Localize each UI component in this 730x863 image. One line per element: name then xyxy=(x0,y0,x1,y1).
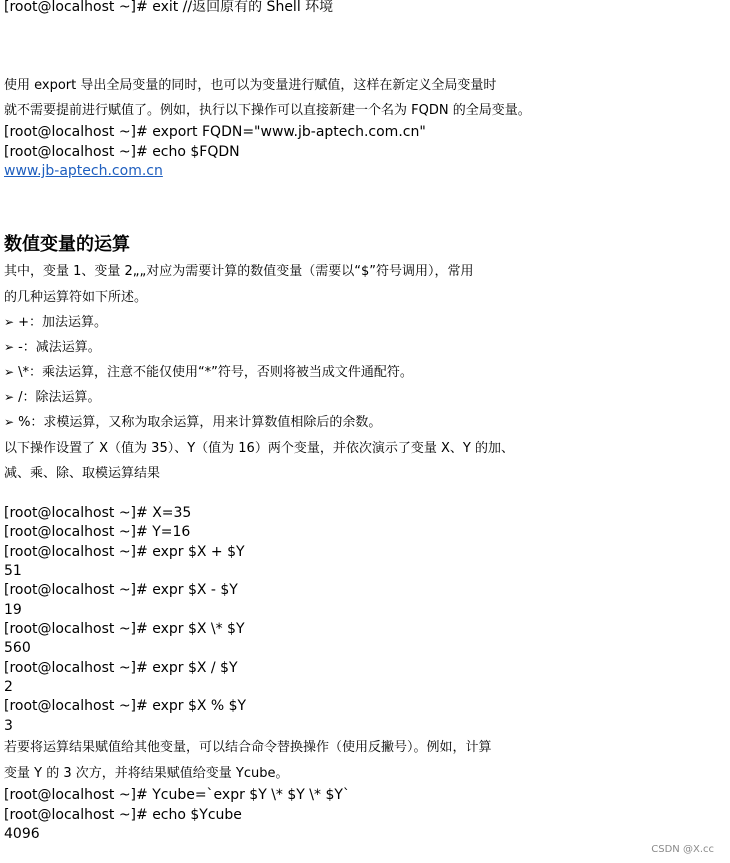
operator-bullet-multiply xyxy=(4,366,413,379)
subtract-output-line: 19 xyxy=(4,602,22,618)
bullet-arrow-icon: ➢ xyxy=(4,415,15,429)
bullet-text: +：加法运算。 xyxy=(18,315,107,330)
bullet-text: %：求模运算，又称为取余运算，用来计算数值相除后的余数。 xyxy=(18,415,382,430)
paragraph-ycube-line1: 若要将运算结果赋值给其他变量，可以结合命令替换操作（使用反撇号）。例如，计算 xyxy=(4,740,492,755)
paragraph-operators-line1: 其中，变量 1、变量 2„„对应为需要计算的数值变量（需要以“$”符号调用），常用 xyxy=(4,264,474,279)
modulo-output-line: 3 xyxy=(4,718,13,734)
section-heading: 数值变量的运算 xyxy=(4,234,130,255)
operator-bullet-modulo xyxy=(4,416,381,429)
ycube-output-line: 4096 xyxy=(4,826,40,842)
operator-bullet-subtract xyxy=(4,341,101,354)
bullet-text: -：减法运算。 xyxy=(18,340,101,355)
bullet-arrow-icon: ➢ xyxy=(4,315,15,329)
multiply-command-line: [root@localhost ~]# expr $X \* $Y xyxy=(4,621,245,637)
divide-output-line: 2 xyxy=(4,679,13,695)
paragraph-export-line2: 就不需要提前进行赋值了。例如，执行以下操作可以直接新建一个名为 FQDN 的全局变量。 xyxy=(4,103,531,118)
operator-bullet-divide xyxy=(4,391,100,404)
paragraph-export-line1: 使用 export 导出全局变量的同时，也可以为变量进行赋值，这样在新定义全局变量时 xyxy=(4,78,497,93)
paragraph-ycube-line2: 变量 Y 的 3 次方，并将结果赋值给变量 Ycube。 xyxy=(4,766,289,781)
bullet-arrow-icon: ➢ xyxy=(4,390,15,404)
operator-bullet-add xyxy=(4,316,107,329)
bullet-arrow-icon: ➢ xyxy=(4,340,15,354)
bullet-arrow-icon: ➢ xyxy=(4,365,15,379)
bullet-text: /：除法运算。 xyxy=(18,390,101,405)
fqdn-output-link[interactable]: www.jb-aptech.com.cn xyxy=(4,163,163,179)
bullet-text: \*：乘法运算，注意不能仅使用“*”符号，否则将被当成文件通配符。 xyxy=(18,365,413,380)
multiply-output-line: 560 xyxy=(4,640,31,656)
set-x-command-line: [root@localhost ~]# X=35 xyxy=(4,505,192,521)
echo-fqdn-command-line: [root@localhost ~]# echo $FQDN xyxy=(4,144,240,160)
set-y-command-line: [root@localhost ~]# Y=16 xyxy=(4,524,191,540)
paragraph-operators-line2: 的几种运算符如下所述。 xyxy=(4,290,148,305)
add-command-line: [root@localhost ~]# expr $X + $Y xyxy=(4,544,245,560)
divide-command-line: [root@localhost ~]# expr $X / $Y xyxy=(4,660,238,676)
add-output-line: 51 xyxy=(4,563,22,579)
echo-ycube-command-line: [root@localhost ~]# echo $Ycube xyxy=(4,807,242,823)
csdn-watermark: CSDN @X.cc xyxy=(651,844,714,855)
paragraph-example-line1: 以下操作设置了 X（值为 35）、Y（值为 16）两个变量，并依次演示了变量 X、Y 的加、 xyxy=(4,441,514,456)
exit-command-line: [root@localhost ~]# exit //返回原有的 Shell 环境 xyxy=(4,0,334,15)
paragraph-example-line2: 减、乘、除、取模运算结果 xyxy=(4,466,161,481)
subtract-command-line: [root@localhost ~]# expr $X - $Y xyxy=(4,582,238,598)
export-command-line: [root@localhost ~]# export FQDN="www.jb-aptech.com.cn" xyxy=(4,124,426,140)
ycube-command-line: [root@localhost ~]# Ycube=`expr $Y \* $Y \* $Y` xyxy=(4,787,350,803)
modulo-command-line: [root@localhost ~]# expr $X % $Y xyxy=(4,698,247,714)
